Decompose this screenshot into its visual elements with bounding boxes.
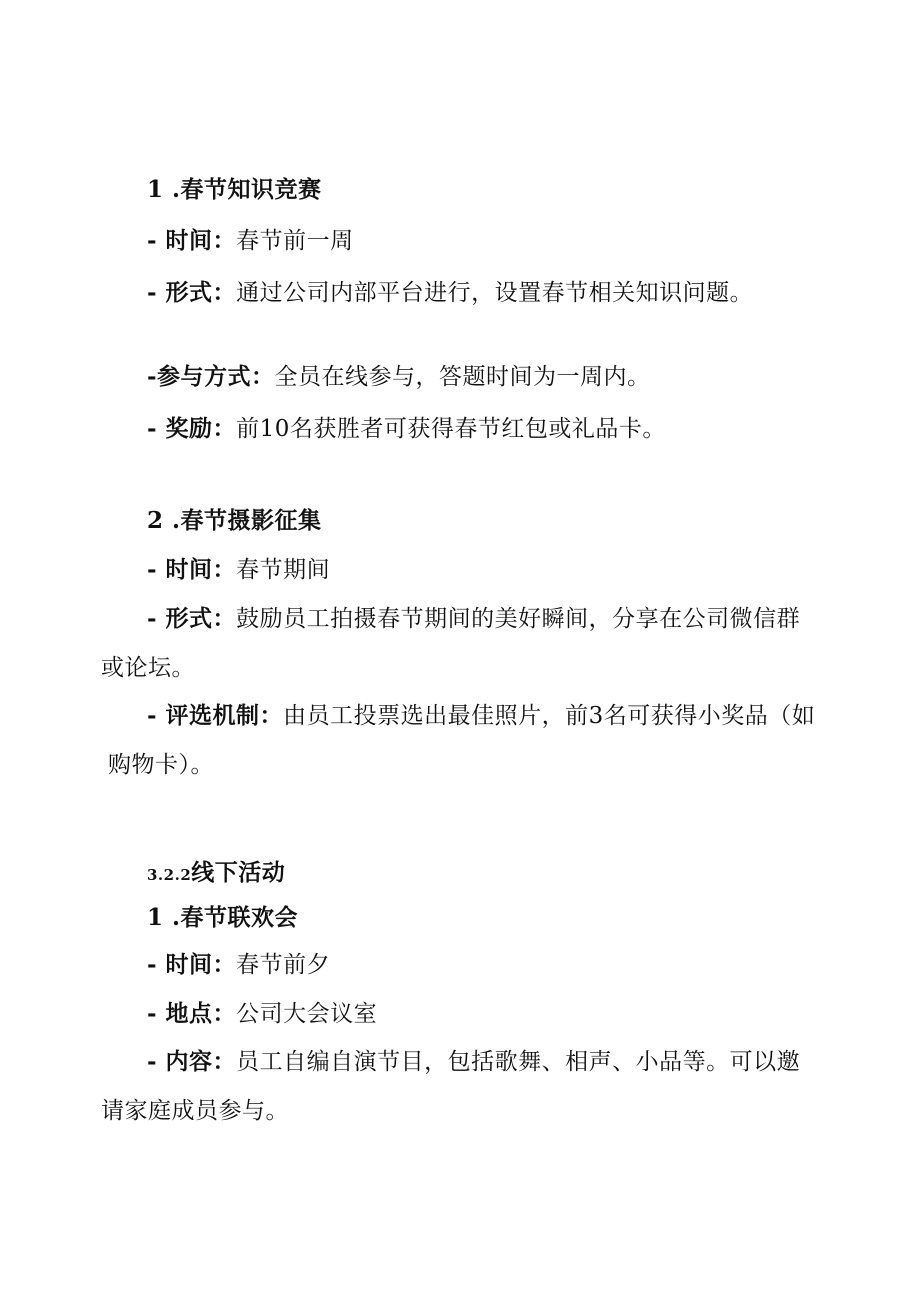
item-label: - 形式：	[147, 279, 237, 306]
item-label: - 时间：	[147, 227, 237, 254]
item-text: 全员在线参与，答题时间为一周内。	[274, 364, 651, 390]
item-label: - 时间：	[147, 556, 237, 583]
item-text: 前10名获胜者可获得春节红包或礼品卡。	[236, 416, 666, 442]
item-text-continuation: 购物卡）。	[108, 752, 214, 778]
list-item	[147, 604, 800, 634]
item-label: - 评选机制：	[147, 702, 284, 729]
item-label: - 内容：	[147, 1048, 237, 1075]
list-item	[147, 414, 666, 444]
list-item	[147, 555, 330, 585]
section-heading: 1 .春节联欢会	[147, 904, 299, 931]
item-text: 通过公司内部平台进行，设置春节相关知识问题。	[236, 280, 754, 306]
item-text-continuation: 请家庭成员参与。	[101, 1098, 289, 1124]
item-label: - 时间：	[147, 951, 237, 978]
section-heading: 1 .春节知识竞赛	[147, 176, 322, 203]
item-text: 春节前一周	[236, 228, 354, 254]
list-item	[147, 701, 815, 731]
item-text-continuation: 或论坛。	[101, 655, 195, 681]
item-text: 春节期间	[236, 557, 331, 583]
item-text: 鼓励员工拍摄春节期间的美好瞬间，分享在公司微信群	[236, 606, 801, 632]
list-item	[147, 950, 330, 980]
list-item	[147, 999, 377, 1029]
item-text: 春节前夕	[236, 952, 331, 978]
item-text: 公司大会议室	[236, 1001, 378, 1027]
list-item	[147, 1047, 800, 1077]
item-text: 员工自编自演节目，包括歌舞、相声、小品等。可以邀	[236, 1049, 801, 1075]
subsection-title: 线下活动	[191, 859, 286, 886]
list-item	[147, 278, 753, 308]
item-label: - 奖励：	[147, 415, 237, 442]
list-item	[147, 362, 651, 392]
subsection-number: 3.2.2	[147, 866, 192, 884]
item-label: - 形式：	[147, 605, 237, 632]
item-label: -参与方式：	[147, 363, 275, 390]
section-heading: 2 .春节摄影征集	[147, 507, 322, 534]
item-text: 由员工投票选出最佳照片，前3名可获得小奖品（如	[283, 703, 816, 729]
list-item	[147, 226, 354, 256]
subsection-heading	[147, 858, 285, 890]
item-label: - 地点：	[147, 1000, 237, 1027]
